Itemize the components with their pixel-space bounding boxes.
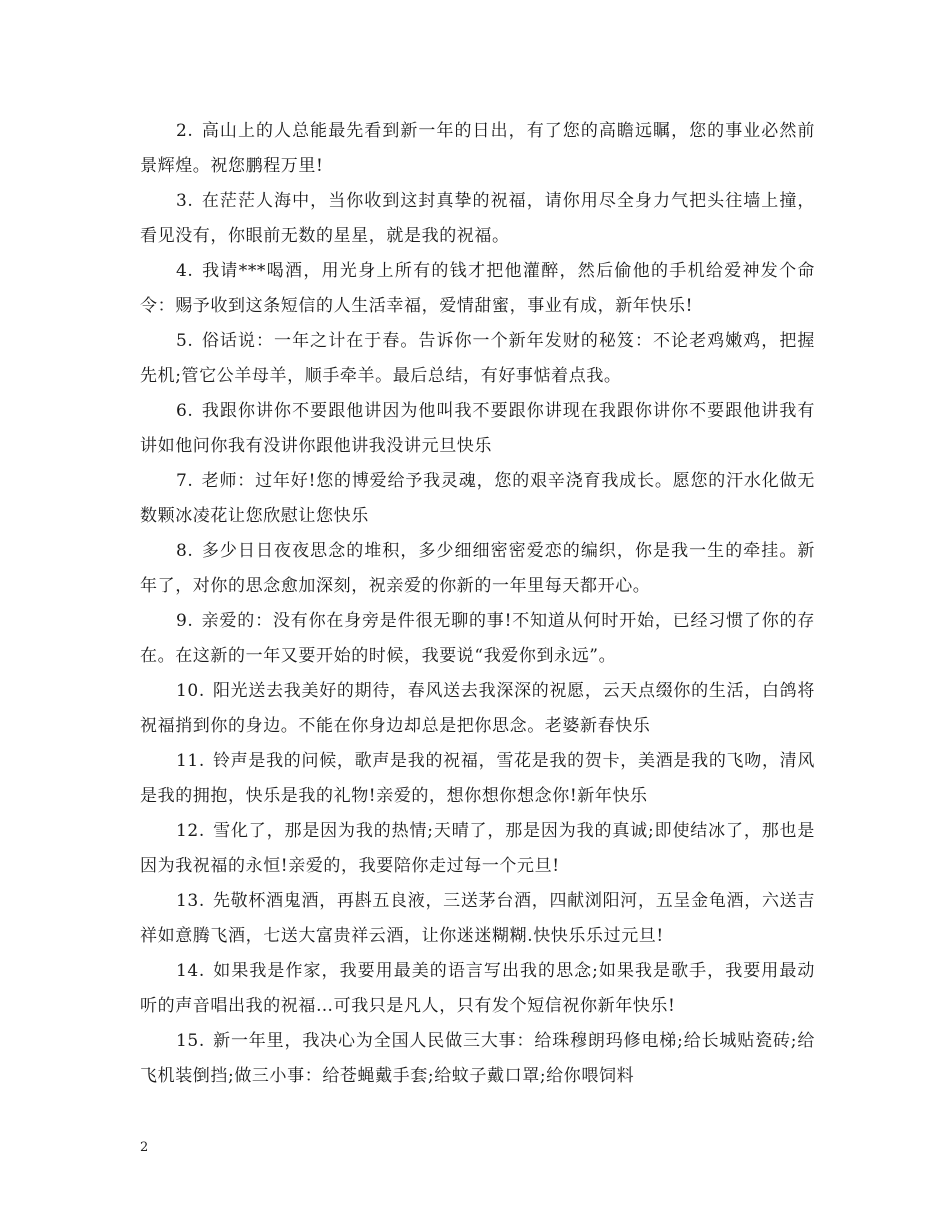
item-text: 我请***喝酒，用光身上所有的钱才把他灌醉，然后偷他的手机给爱神发个命令：赐予收到这条短信的人生活幸福，爱情甜蜜，事业有成，新年快乐! bbox=[140, 261, 815, 316]
item-number: 8. bbox=[176, 541, 194, 561]
page-number: 2 bbox=[140, 1140, 149, 1155]
paragraph-item bbox=[140, 114, 815, 184]
item-number: 3. bbox=[176, 191, 194, 211]
item-text: 阳光送去我美好的期待，春风送去我深深的祝愿，云天点缀你的生活，白鸽将祝福捎到你的身边。不能在你身边却总是把你思念。老婆新春快乐 bbox=[140, 681, 815, 736]
paragraph-item bbox=[140, 604, 815, 674]
item-number: 13. bbox=[176, 891, 205, 911]
item-number: 12. bbox=[176, 821, 205, 841]
item-number: 9. bbox=[176, 611, 194, 631]
paragraph-item bbox=[140, 464, 815, 534]
item-number: 4. bbox=[176, 261, 194, 281]
item-number: 14. bbox=[176, 961, 205, 981]
paragraph-item bbox=[140, 534, 815, 604]
paragraph-item bbox=[140, 324, 815, 394]
item-number: 6. bbox=[176, 401, 194, 421]
item-number: 15. bbox=[176, 1031, 205, 1051]
item-text: 铃声是我的问候，歌声是我的祝福，雪花是我的贺卡，美酒是我的飞吻，清风是我的拥抱，快乐是我的礼物!亲爱的，想你想你想念你!新年快乐 bbox=[140, 751, 815, 806]
item-text: 多少日日夜夜思念的堆积，多少细细密密爱恋的编织，你是我一生的牵挂。新年了，对你的思念愈加深刻，祝亲爱的你新的一年里每天都开心。 bbox=[140, 541, 815, 596]
paragraph-item bbox=[140, 254, 815, 324]
paragraph-item bbox=[140, 884, 815, 954]
item-text: 先敬杯酒鬼酒，再斟五良液，三送茅台酒，四献浏阳河，五呈金龟酒，六送吉祥如意腾飞酒，七送大富贵祥云酒，让你迷迷糊糊.快快乐乐过元旦! bbox=[140, 891, 815, 946]
document-body bbox=[140, 114, 815, 1094]
item-text: 新一年里，我决心为全国人民做三大事：给珠穆朗玛修电梯;给长城贴瓷砖;给飞机装倒挡;做三小事：给苍蝇戴手套;给蚊子戴口罩;给你喂饲料 bbox=[140, 1031, 815, 1086]
item-number: 11. bbox=[176, 751, 205, 771]
item-number: 5. bbox=[176, 331, 194, 351]
item-text: 如果我是作家，我要用最美的语言写出我的思念;如果我是歌手，我要用最动听的声音唱出我的祝福…可我只是凡人，只有发个短信祝你新年快乐! bbox=[140, 961, 815, 1016]
paragraph-item bbox=[140, 184, 815, 254]
item-number: 7. bbox=[176, 471, 194, 491]
item-text: 老师：过年好!您的博爱给予我灵魂，您的艰辛浇育我成长。愿您的汗水化做无数颗冰凌花让您欣慰让您快乐 bbox=[140, 471, 815, 526]
item-text: 高山上的人总能最先看到新一年的日出，有了您的高瞻远瞩，您的事业必然前景辉煌。祝您鹏程万里! bbox=[140, 121, 815, 176]
item-text: 亲爱的：没有你在身旁是件很无聊的事!不知道从何时开始，已经习惯了你的存在。在这新的一年又要开始的时候，我要说“我爱你到永远”。 bbox=[140, 611, 815, 666]
item-text: 雪化了，那是因为我的热情;天晴了，那是因为我的真诚;即使结冰了，那也是因为我祝福的永恒!亲爱的，我要陪你走过每一个元旦! bbox=[140, 821, 815, 876]
item-text: 在茫茫人海中，当你收到这封真挚的祝福，请你用尽全身力气把头往墙上撞，看见没有，你眼前无数的星星，就是我的祝福。 bbox=[140, 191, 815, 246]
paragraph-item bbox=[140, 394, 815, 464]
item-number: 2. bbox=[176, 121, 194, 141]
paragraph-item bbox=[140, 814, 815, 884]
item-text: 俗话说：一年之计在于春。告诉你一个新年发财的秘笈：不论老鸡嫩鸡，把握先机;管它公羊母羊，顺手牵羊。最后总结，有好事惦着点我。 bbox=[140, 331, 815, 386]
item-text: 我跟你讲你不要跟他讲因为他叫我不要跟你讲现在我跟你讲你不要跟他讲我有讲如他问你我有没讲你跟他讲我没讲元旦快乐 bbox=[140, 401, 815, 456]
paragraph-item bbox=[140, 954, 815, 1024]
paragraph-item bbox=[140, 744, 815, 814]
item-number: 10. bbox=[176, 681, 205, 701]
paragraph-item bbox=[140, 674, 815, 744]
paragraph-item bbox=[140, 1024, 815, 1094]
